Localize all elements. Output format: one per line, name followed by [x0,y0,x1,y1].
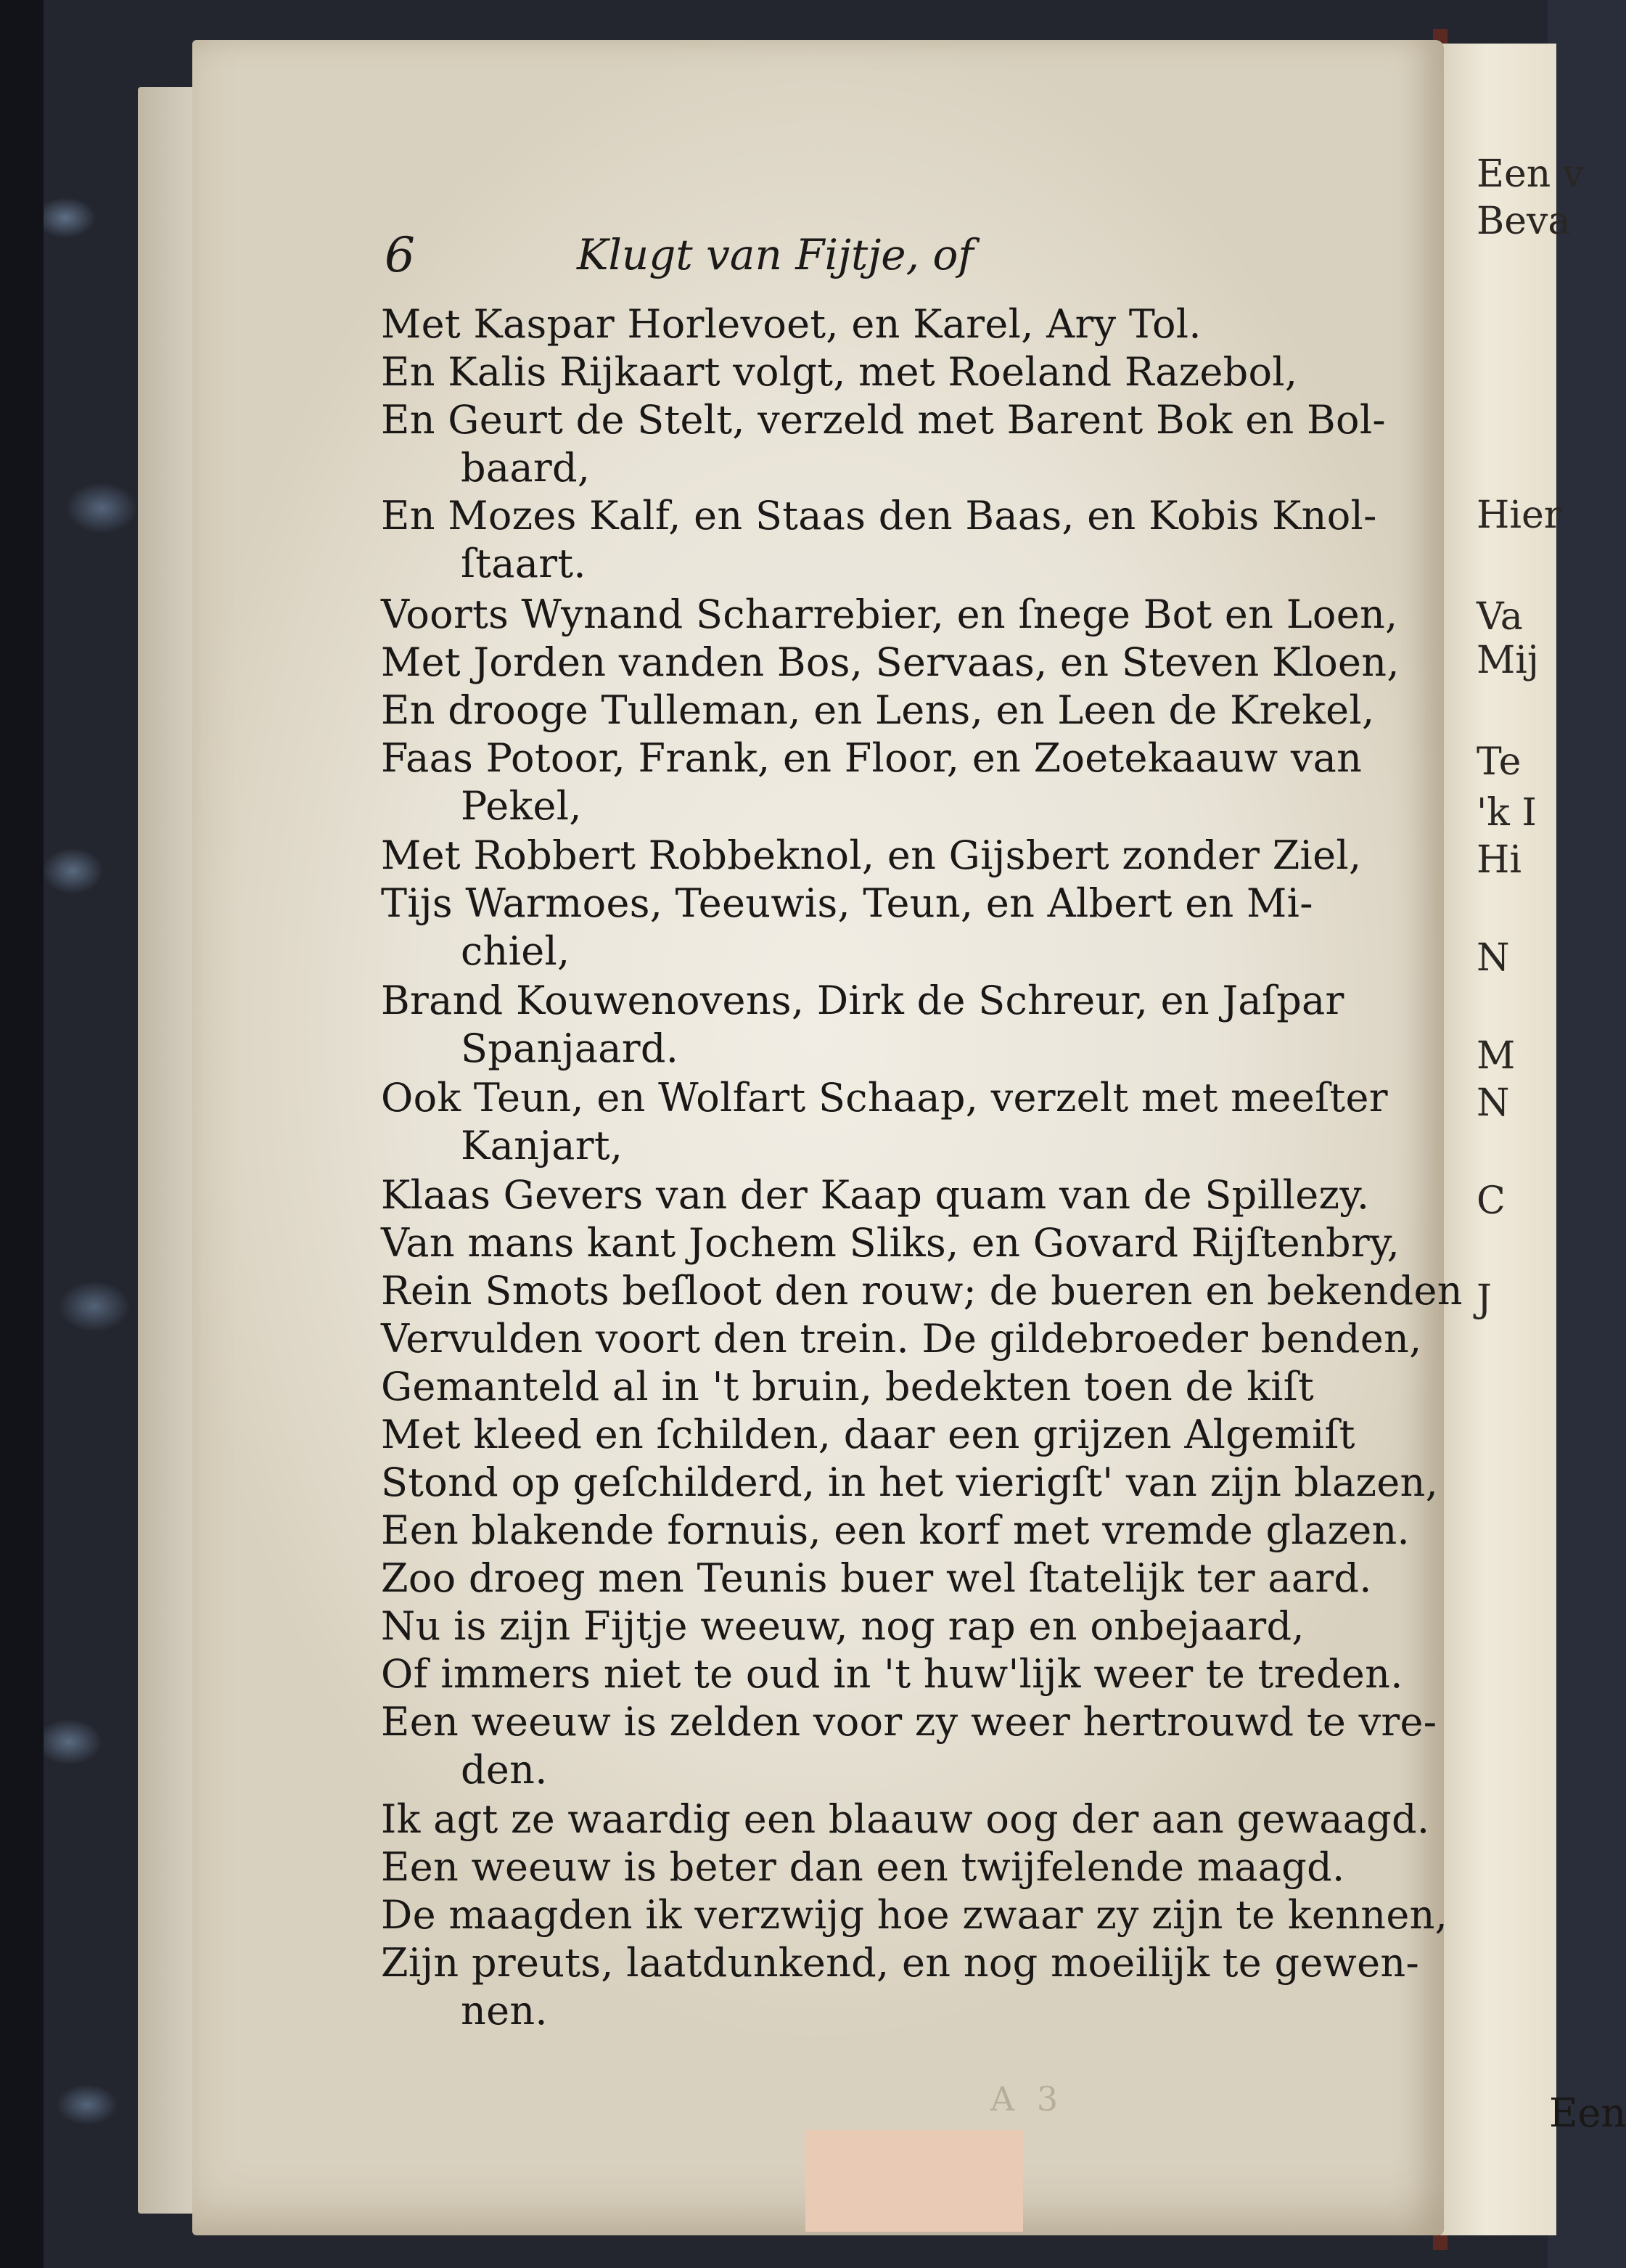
facing-page-fragment: Hi [1477,838,1522,882]
verse-line: Een blakende fornuis, een korf met vremde glazen. [381,1507,1411,1553]
verse-line: En Mozes Kalf, en Staas den Baas, en Kobis Knol- [381,493,1377,539]
facing-page-fragment: M [1477,1034,1516,1078]
verse-line: Tijs Warmoes, Teeuwis, Teun, en Albert en Mi- [381,880,1313,926]
verse-line: Ook Teun, en Wolfart Schaap, verzelt met meeſter [381,1075,1388,1121]
running-title: Klugt van Fijtje, of [577,230,974,279]
verse-line: En drooge Tulleman, en Lens, en Leen de Krekel, [381,687,1375,733]
verse-line: Kanjart, [461,1123,623,1168]
verse-line: Voorts Wynand Scharrebier, en ſnege Bot en Loen, [381,591,1398,637]
facing-page-fragment: Beva [1477,200,1571,243]
verse-line: Met kleed en ſchilden, daar een grijzen Algemiſt [381,1412,1355,1457]
book-cover-edge [0,0,44,2268]
verse-line: Ik agt ze waardig een blaauw oog der aan gewaagd. [381,1796,1430,1842]
verse-line: Spanjaard. [461,1025,679,1071]
verse-line: Met Robbert Robbeknol, en Gijsbert zonder Ziel, [381,832,1362,878]
facing-page-fragment: C [1477,1179,1506,1223]
verse-line: chiel, [461,928,570,974]
verse-line: Gemanteld al in 't bruin, bedekten toen de kiſt [381,1364,1314,1409]
verse-line: Zoo droeg men Teunis buer wel ſtatelijk ter aard. [381,1555,1372,1601]
verse-line: Nu is zijn Fijtje weeuw, nog rap en onbejaard, [381,1603,1305,1649]
facing-page-fragment: Hier [1477,494,1562,537]
facing-page-fragment: J [1477,1277,1492,1321]
verse-line: Faas Potoor, Frank, en Floor, en Zoetekaauw van [381,735,1363,781]
verse-line: baard, [461,445,591,491]
verse-line: Een weeuw is beter dan een twijfelende maagd. [381,1844,1345,1890]
facing-page-fragment: Va [1477,595,1523,639]
verse-line: Stond op geſchilderd, in het vierigſt' van zijn blazen, [381,1460,1439,1505]
verse-line: ſtaart. [461,541,586,586]
facing-page-fragment: Een v [1477,152,1585,196]
verse-line: Zijn preuts, laatdunkend, en nog moeilijk te gewen- [381,1940,1420,1986]
verse-line: den. [461,1747,548,1793]
verse-line: Klaas Gevers van der Kaap quam van de Spillezy. [381,1172,1370,1218]
verse-line: Een weeuw is zelden voor zy weer hertrouwd te vre- [381,1699,1437,1745]
verse-line: nen. [461,1988,548,2034]
facing-page-fragment: 'k I [1477,791,1537,835]
facing-page-fragment: Te [1477,740,1522,784]
facing-page-fragment: Mij [1477,639,1539,682]
verse-line: En Kalis Rijkaart volgt, met Roeland Razebol, [381,349,1298,395]
running-header [577,230,974,288]
page-number: 6 [385,227,415,283]
verse-line: Met Jorden vanden Bos, Servaas, en Steven Kloen, [381,639,1400,685]
signature-mark: A 3 [990,2079,1064,2118]
verse-line: De maagden ik verzwijg hoe zwaar zy zijn te kennen, [381,1892,1448,1938]
verse-line: Vervulden voort den trein. De gildebroeder benden, [381,1316,1422,1362]
facing-page [1440,44,1585,2235]
verse-line: Rein Smots beſloot den rouw; de bueren en bekenden [381,1268,1463,1314]
facing-page-fragment: N [1477,1081,1510,1125]
facing-page-fragment: N [1477,936,1510,980]
verse-line: En Geurt de Stelt, verzeld met Barent Bok en Bol- [381,397,1386,443]
verse-line: Van mans kant Jochem Sliks, en Govard Rijſtenbry, [381,1220,1400,1266]
paper-tab [805,2130,1023,2232]
verse-line: Brand Kouwenovens, Dirk de Schreur, en Jaſpar [381,978,1344,1023]
catchword: Een [1549,2090,1626,2136]
verse-line: Of immers niet te oud in 't huw'lijk weer te treden. [381,1651,1403,1697]
verse-line: Met Kaspar Horlevoet, en Karel, Ary Tol. [381,301,1202,347]
verse-line: Pekel, [461,783,582,829]
